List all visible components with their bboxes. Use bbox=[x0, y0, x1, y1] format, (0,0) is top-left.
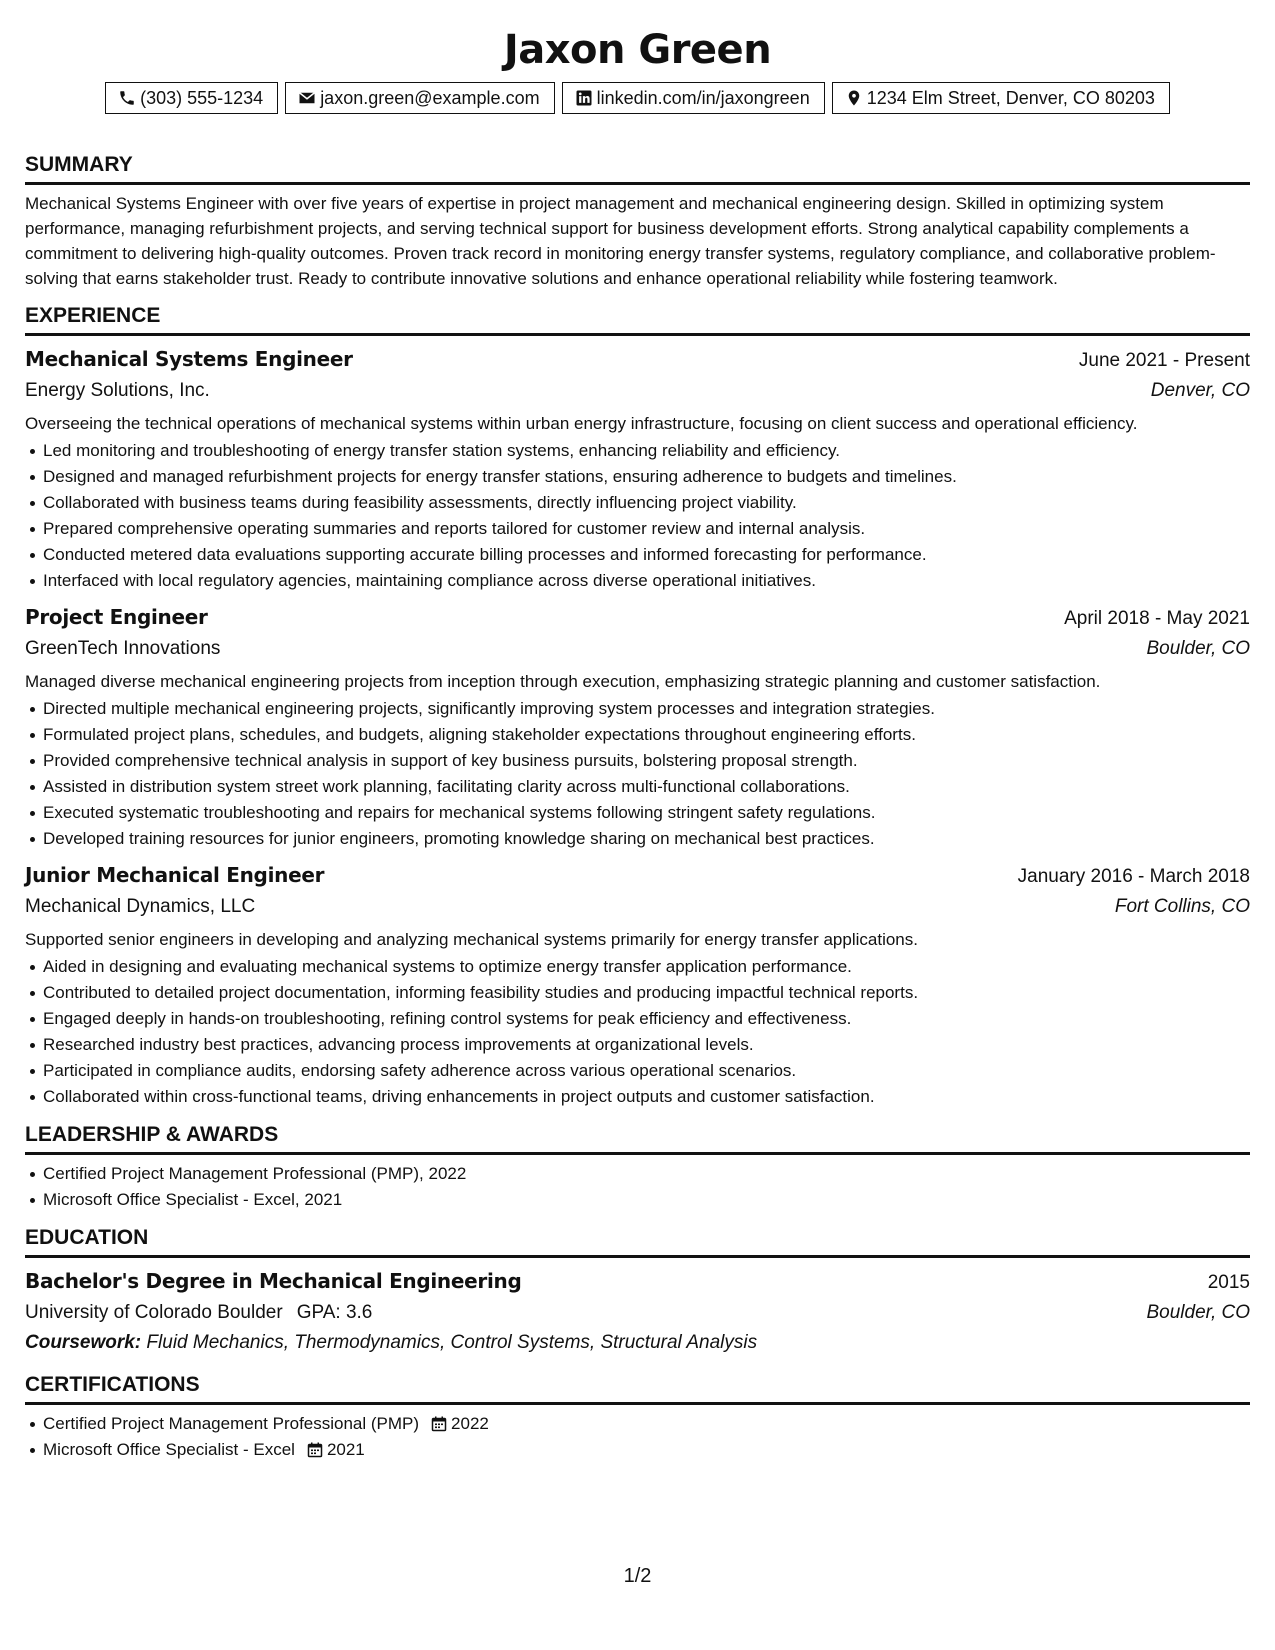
coursework bbox=[25, 1328, 1250, 1358]
list-item: Interfaced with local regulatory agencies, maintaining compliance across diverse operational initiatives. bbox=[25, 568, 1250, 594]
list-item: Provided comprehensive technical analysis in support of key business pursuits, bolstering proposal strength. bbox=[25, 748, 1250, 774]
degree-title: Bachelor's Degree in Mechanical Engineering bbox=[25, 1269, 522, 1293]
coursework-list: Fluid Mechanics, Thermodynamics, Control Systems, Structural Analysis bbox=[146, 1332, 758, 1353]
education-entry bbox=[25, 1266, 1250, 1358]
page-number: 1/2 bbox=[623, 1565, 652, 1587]
linkedin-icon bbox=[575, 89, 593, 107]
job-bullets bbox=[25, 438, 1250, 594]
cert-year: 2021 bbox=[326, 1440, 365, 1459]
job-dates: June 2021 - Present bbox=[1078, 350, 1250, 371]
calendar-icon bbox=[431, 1416, 447, 1432]
job-title: Project Engineer bbox=[25, 605, 208, 629]
cert-name: Certified Project Management Professional (PMP) bbox=[43, 1414, 420, 1433]
job-description: Supported senior engineers in developing and analyzing mechanical systems primarily for energy transfer applications. bbox=[25, 930, 918, 949]
contact-email[interactable] bbox=[285, 82, 554, 114]
education-heading: EDUCATION bbox=[25, 1225, 1250, 1258]
list-item: Collaborated within cross-functional teams, driving enhancements in project outputs and customer satisfaction. bbox=[25, 1084, 1250, 1110]
contact-address-text: 1234 Elm Street, Denver, CO 80203 bbox=[866, 87, 1155, 108]
list-item: Microsoft Office Specialist - Excel, 2021 bbox=[25, 1187, 1250, 1213]
list-item: Engaged deeply in hands-on troubleshooting, refining control systems for peak efficiency and effectiveness. bbox=[25, 1006, 1250, 1032]
list-item: Formulated project plans, schedules, and budgets, aligning stakeholder expectations throughout engineering efforts. bbox=[25, 722, 1250, 748]
job-dates: January 2016 - March 2018 bbox=[1017, 866, 1250, 887]
list-item: Executed systematic troubleshooting and repairs for mechanical systems following stringent safety regulations. bbox=[25, 800, 1250, 826]
certifications-heading: CERTIFICATIONS bbox=[25, 1372, 1250, 1405]
list-item: Participated in compliance audits, endorsing safety adherence across various operational scenarios. bbox=[25, 1058, 1250, 1084]
cert-year: 2022 bbox=[451, 1414, 489, 1433]
list-item: Contributed to detailed project documentation, informing feasibility studies and producing impactful technical reports. bbox=[25, 980, 1250, 1006]
job-bullets bbox=[25, 954, 1250, 1110]
gpa: GPA: 3.6 bbox=[296, 1302, 373, 1323]
contact-bar bbox=[25, 82, 1250, 114]
contact-linkedin-text[interactable]: linkedin.com/in/jaxongreen bbox=[596, 87, 810, 108]
job-description: Overseeing the technical operations of mechanical systems within urban energy infrastructure, focusing on client success and operational efficiency. bbox=[25, 414, 1138, 433]
candidate-name: Jaxon Green bbox=[503, 27, 772, 73]
contact-phone bbox=[105, 82, 278, 114]
job-location: Boulder, CO bbox=[1146, 638, 1250, 659]
list-item bbox=[25, 1411, 1250, 1437]
job-entry bbox=[25, 602, 1250, 852]
job-location: Fort Collins, CO bbox=[1114, 896, 1250, 917]
contact-address bbox=[832, 82, 1170, 114]
contact-linkedin[interactable] bbox=[562, 82, 825, 114]
awards-list bbox=[25, 1161, 1250, 1213]
job-entry bbox=[25, 860, 1250, 1110]
certifications-list bbox=[25, 1411, 1250, 1463]
coursework-label: Coursework: bbox=[25, 1332, 142, 1353]
job-company: GreenTech Innovations bbox=[25, 638, 221, 659]
list-item: Certified Project Management Professional (PMP), 2022 bbox=[25, 1161, 1250, 1187]
list-item: Aided in designing and evaluating mechanical systems to optimize energy transfer application performance. bbox=[25, 954, 1250, 980]
cert-name: Microsoft Office Specialist - Excel bbox=[43, 1440, 295, 1459]
job-description: Managed diverse mechanical engineering projects from inception through execution, emphasizing strategic planning and customer satisfaction. bbox=[25, 672, 1101, 691]
envelope-icon bbox=[298, 89, 316, 107]
map-pin-icon bbox=[845, 89, 863, 107]
job-bullets bbox=[25, 696, 1250, 852]
contact-email-text[interactable]: jaxon.green@example.com bbox=[320, 87, 540, 108]
list-item: Prepared comprehensive operating summaries and reports tailored for customer review and internal analysis. bbox=[25, 516, 1250, 542]
summary-heading: SUMMARY bbox=[25, 152, 1250, 185]
phone-icon bbox=[118, 89, 136, 107]
list-item: Assisted in distribution system street work planning, facilitating clarity across multi-functional collaborations. bbox=[25, 774, 1250, 800]
graduation-year: 2015 bbox=[1207, 1272, 1250, 1293]
experience-heading: EXPERIENCE bbox=[25, 303, 1250, 336]
awards-heading: LEADERSHIP & AWARDS bbox=[25, 1122, 1250, 1155]
job-entry bbox=[25, 344, 1250, 594]
list-item: Collaborated with business teams during feasibility assessments, directly influencing project viability. bbox=[25, 490, 1250, 516]
contact-phone-text: (303) 555-1234 bbox=[140, 87, 264, 108]
list-item: Developed training resources for junior engineers, promoting knowledge sharing on mechanical best practices. bbox=[25, 826, 1250, 852]
list-item bbox=[25, 1437, 1250, 1463]
calendar-icon bbox=[307, 1442, 323, 1458]
list-item: Conducted metered data evaluations supporting accurate billing processes and informed forecasting for performance. bbox=[25, 542, 1250, 568]
resume-page bbox=[25, 0, 1250, 1463]
job-dates: April 2018 - May 2021 bbox=[1064, 608, 1250, 629]
job-company: Energy Solutions, Inc. bbox=[25, 380, 210, 401]
list-item: Directed multiple mechanical engineering projects, significantly improving system processes and integration strategies. bbox=[25, 696, 1250, 722]
list-item: Designed and managed refurbishment projects for energy transfer stations, ensuring adherence to budgets and timelines. bbox=[25, 464, 1250, 490]
school-location: Boulder, CO bbox=[1146, 1302, 1250, 1323]
job-title: Mechanical Systems Engineer bbox=[25, 347, 353, 371]
job-company: Mechanical Dynamics, LLC bbox=[25, 896, 256, 917]
summary-text: Mechanical Systems Engineer with over five years of expertise in project management and mechanical engineering design. Skilled in optimizing system performance, managing refurbishment projects, and serving technical support for business development efforts. Strong analytical capability complements a commitment to delivering high-quality outcomes. Proven track record in monitoring energy transfer systems, regulatory compliance, and collaborative problem-solving that earns stakeholder trust. Ready to contribute innovative solutions and enhance operational reliability while fostering teamwork. bbox=[25, 194, 1216, 288]
list-item: Researched industry best practices, advancing process improvements at organizational levels. bbox=[25, 1032, 1250, 1058]
job-location: Denver, CO bbox=[1150, 380, 1250, 401]
job-title: Junior Mechanical Engineer bbox=[25, 863, 325, 887]
list-item: Led monitoring and troubleshooting of energy transfer station systems, enhancing reliability and efficiency. bbox=[25, 438, 1250, 464]
school-name: University of Colorado Boulder bbox=[25, 1302, 283, 1323]
